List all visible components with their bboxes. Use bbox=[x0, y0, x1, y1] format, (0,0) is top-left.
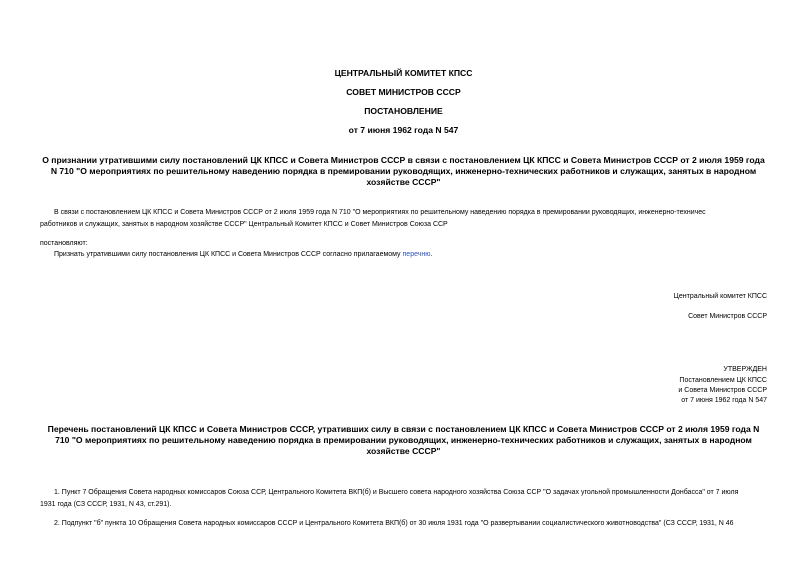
header-council: СОВЕТ МИНИСТРОВ СССР bbox=[346, 87, 461, 97]
decree-word: постановляют: bbox=[40, 240, 88, 247]
list-item-2-line-1: 2. Подпункт "б" пункта 10 Обращения Совета народных комиссаров СССР и Центрального Комитета ВКП(б) от 30 июля 1931 года "О развертывании социалистического животноводства" (СЗ СССР, 1931, N 46 bbox=[54, 520, 734, 527]
intro-line-1: В связи с постановлением ЦК КПСС и Совета Министров СССР от 2 июля 1959 года N 710 "О мероприятиях по решительному наведению порядка в премировании руководящих, инженерно-техничес bbox=[54, 209, 706, 216]
intro-paragraph bbox=[40, 207, 770, 230]
resolution-paragraph bbox=[54, 249, 432, 261]
list-link[interactable]: перечню bbox=[402, 251, 431, 258]
intro-line-2: работников и служащих, занятых в народном хозяйстве СССР" Центральный Комитет КПСС и Совет Министров Союза ССР bbox=[40, 220, 448, 228]
header-date: от 7 июня 1962 года N 547 bbox=[348, 125, 459, 135]
signature-council: Совет Министров СССР bbox=[688, 313, 767, 320]
approval-by-decree: Постановлением ЦК КПСС bbox=[679, 377, 767, 384]
header-committee: ЦЕНТРАЛЬНЫЙ КОМИТЕТ КПСС bbox=[334, 68, 473, 78]
signature-committee: Центральный комитет КПСС bbox=[673, 293, 767, 300]
approval-approved: УТВЕРЖДЕН bbox=[723, 366, 767, 373]
approval-date: от 7 июня 1962 года N 547 bbox=[681, 397, 767, 404]
header-doc-type: ПОСТАНОВЛЕНИЕ bbox=[364, 106, 443, 116]
list-item-1-line-1: 1. Пункт 7 Обращения Совета народных комиссаров Союза ССР, Центрального Комитета ВКП(б) и Высшего совета народного хозяйства Союза ССР "О задачах угольной промышленности Донбасса" от 7 июля bbox=[54, 489, 739, 496]
approval-and-council: и Совета Министров СССР bbox=[678, 387, 767, 394]
list-items bbox=[40, 487, 767, 530]
document-title: О признании утратившими силу постановлений ЦК КПСС и Совета Министров СССР в связи с постановлением ЦК КПСС и Совета Министров СССР от 2 июля 1959 года N 710 "О мероприятиях по решительному наведению порядка в премировании руководящих, инженерно-технических работников и служащих, занятых в народном хозяйстве СССР" bbox=[42, 155, 765, 187]
resolution-end: . bbox=[430, 251, 433, 258]
list-title: Перечень постановлений ЦК КПСС и Совета Министров СССР, утративших силу в связи с постановлением ЦК КПСС и Совета Министров СССР от 2 июля 1959 года N 710 "О мероприятиях по решительному наведению порядка в премировании руководящих, инженерно-технических работников и служащих, занятых в народном хозяйстве СССР" bbox=[47, 424, 760, 456]
resolution-text: Признать утратившими силу постановления ЦК КПСС и Совета Министров СССР согласно прилагаемому bbox=[54, 251, 401, 258]
list-item-1-line-2: 1931 года (СЗ СССР, 1931, N 43, ст.291). bbox=[40, 500, 172, 508]
